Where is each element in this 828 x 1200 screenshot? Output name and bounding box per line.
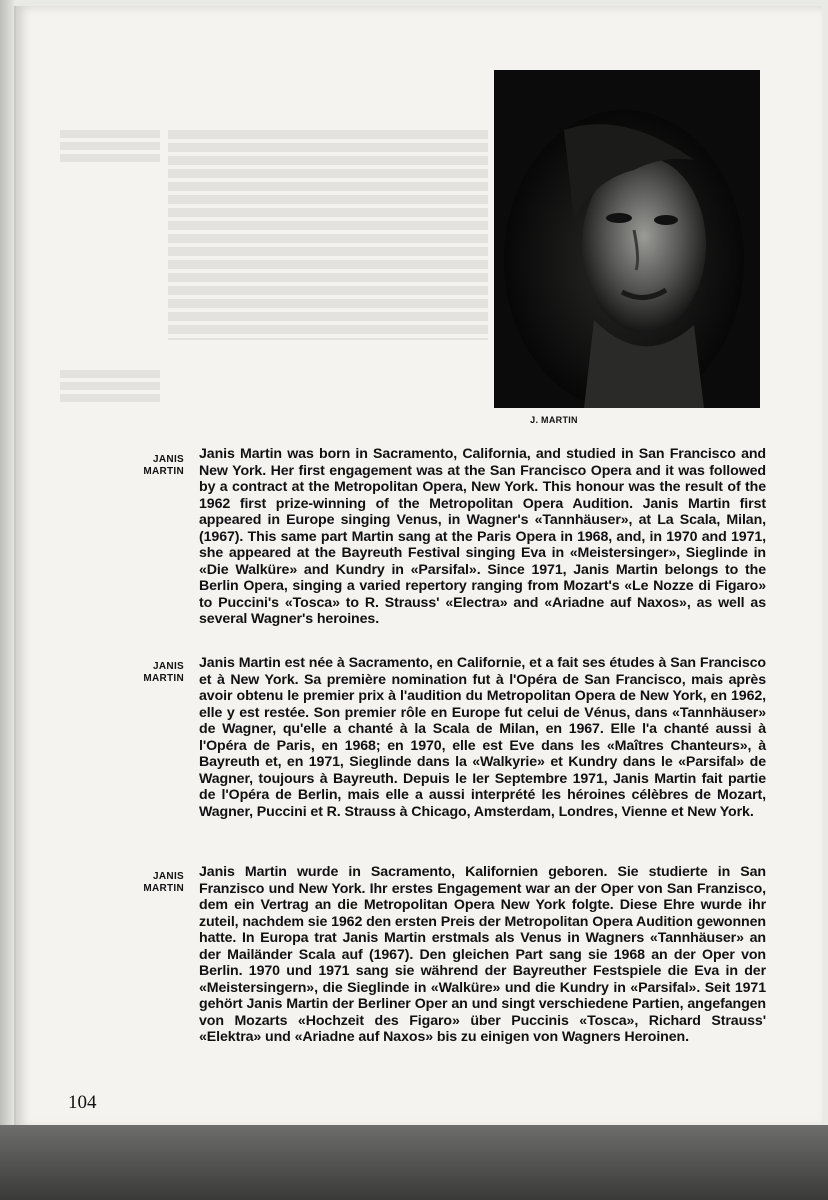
- bio-label-french: [120, 661, 184, 685]
- bio-label-english: [120, 454, 184, 478]
- scan-shadow: [0, 1125, 828, 1200]
- bio-text-german: Janis Martin wurde in Sacramento, Kalifornien geboren. Sie studierte in San Franzisco und New York. Ihr erstes Engagement war an der Oper von San Franzisco, dem ein Vertrag an die Metropolitan Opera New York folgte. Diese Ehre wurde ihr zuteil, nachdem sie 1962 den ersten Preis der Metropolitan Opera Audition gewonnen hatte. In Europa trat Janis Martin erstmals als Venus in Wagners «Tannhäuser» an der Mailänder Scala auf (1967). Den gleichen Part sang sie 1968 an der Oper von Berlin. 1970 und 1971 sang sie während der Bayreuther Festspiele die Eva in der «Meistersingern», die Sieglinde in «Walküre» und die Kundry in «Parsifal». Seit 1971 gehört Janis Martin der Berliner Oper an und singt verschiedene Partien, angefangen von Mozarts «Hochzeit des Figaro» über Puccinis «Tosca», Richard Strauss' «Elektra» und «Ariadne auf Naxos» bis zu einigen von Wagners Heroinen.: [199, 864, 766, 1045]
- bleed-through-label: [60, 370, 160, 406]
- bio-text-english: Janis Martin was born in Sacramento, California, and studied in San Francisco and New York. Her first engagement was at the San Francisco Opera and it was followed by a contract at the Metropolitan Opera, New York. This honour was the result of the 1962 first prize-winning of the Metropolitan Opera Audition. Janis Martin first appeared in Europe singing Venus, in Wagner's «Tannhäuser», at La Scala, Milan, (1967). This same part Martin sang at the Paris Opera in 1968, and, in 1970 and 1971, she appeared at the Bayreuth Festival singing Eva in «Meistersinger», Sieglinde in «Die Walküre» and Kundry in «Parsifal». Since 1971, Janis Martin belongs to the Berlin Opera, singing a varied repertory ranging from Mozart's «Le Nozze di Figaro» to Puccini's «Tosca» to R. Strauss' «Electra» and «Ariadne auf Naxos», as well as several Wagner's heroines.: [199, 446, 766, 627]
- label-last-name: MARTIN: [143, 466, 184, 477]
- label-first-name: JANIS: [153, 661, 184, 672]
- bio-text-french: Janis Martin est née à Sacramento, en Californie, et a fait ses études à San Francisco et à New York. Sa première nomination fut à l'Opéra de San Francisco, mais après avoir obtenu le premier prix à l'audition du Metropolitan Opera de New York, en 1962, elle y est restée. Son premier rôle en Europe fut celui de Vénus, dans «Tannhäuser» de Wagner, qu'elle a chanté à la Scala de Milan, en 1967. Elle l'a chanté aussi à l'Opéra de Paris, en 1968; en 1970, elle est Eve dans les «Maîtres Chanteurs», à Bayreuth et, en 1971, Sieglinde dans la «Walkyrie» et Kundry dans le «Parsifal» de Wagner, toujours à Bayreuth. Depuis le Ier Septembre 1971, Janis Martin fait partie de l'Opéra de Berlin, mais elle a aussi interprété les héroines célèbres de Mozart, Wagner, Puccini et R. Strauss à Chicago, Amsterdam, Londres, Vienne et New York.: [199, 655, 766, 820]
- label-first-name: JANIS: [153, 454, 184, 465]
- bio-label-german: [120, 871, 184, 895]
- page-number: 104: [68, 1092, 97, 1113]
- bleed-through-label: [60, 130, 160, 166]
- label-first-name: JANIS: [153, 871, 184, 882]
- label-last-name: MARTIN: [143, 883, 184, 894]
- book-spine-edge: [0, 0, 14, 1200]
- photo-caption: J. MARTIN: [530, 415, 578, 425]
- portrait-image: [494, 70, 760, 408]
- bleed-through-block: [168, 130, 488, 340]
- label-last-name: MARTIN: [143, 673, 184, 684]
- portrait-photo: [494, 70, 760, 408]
